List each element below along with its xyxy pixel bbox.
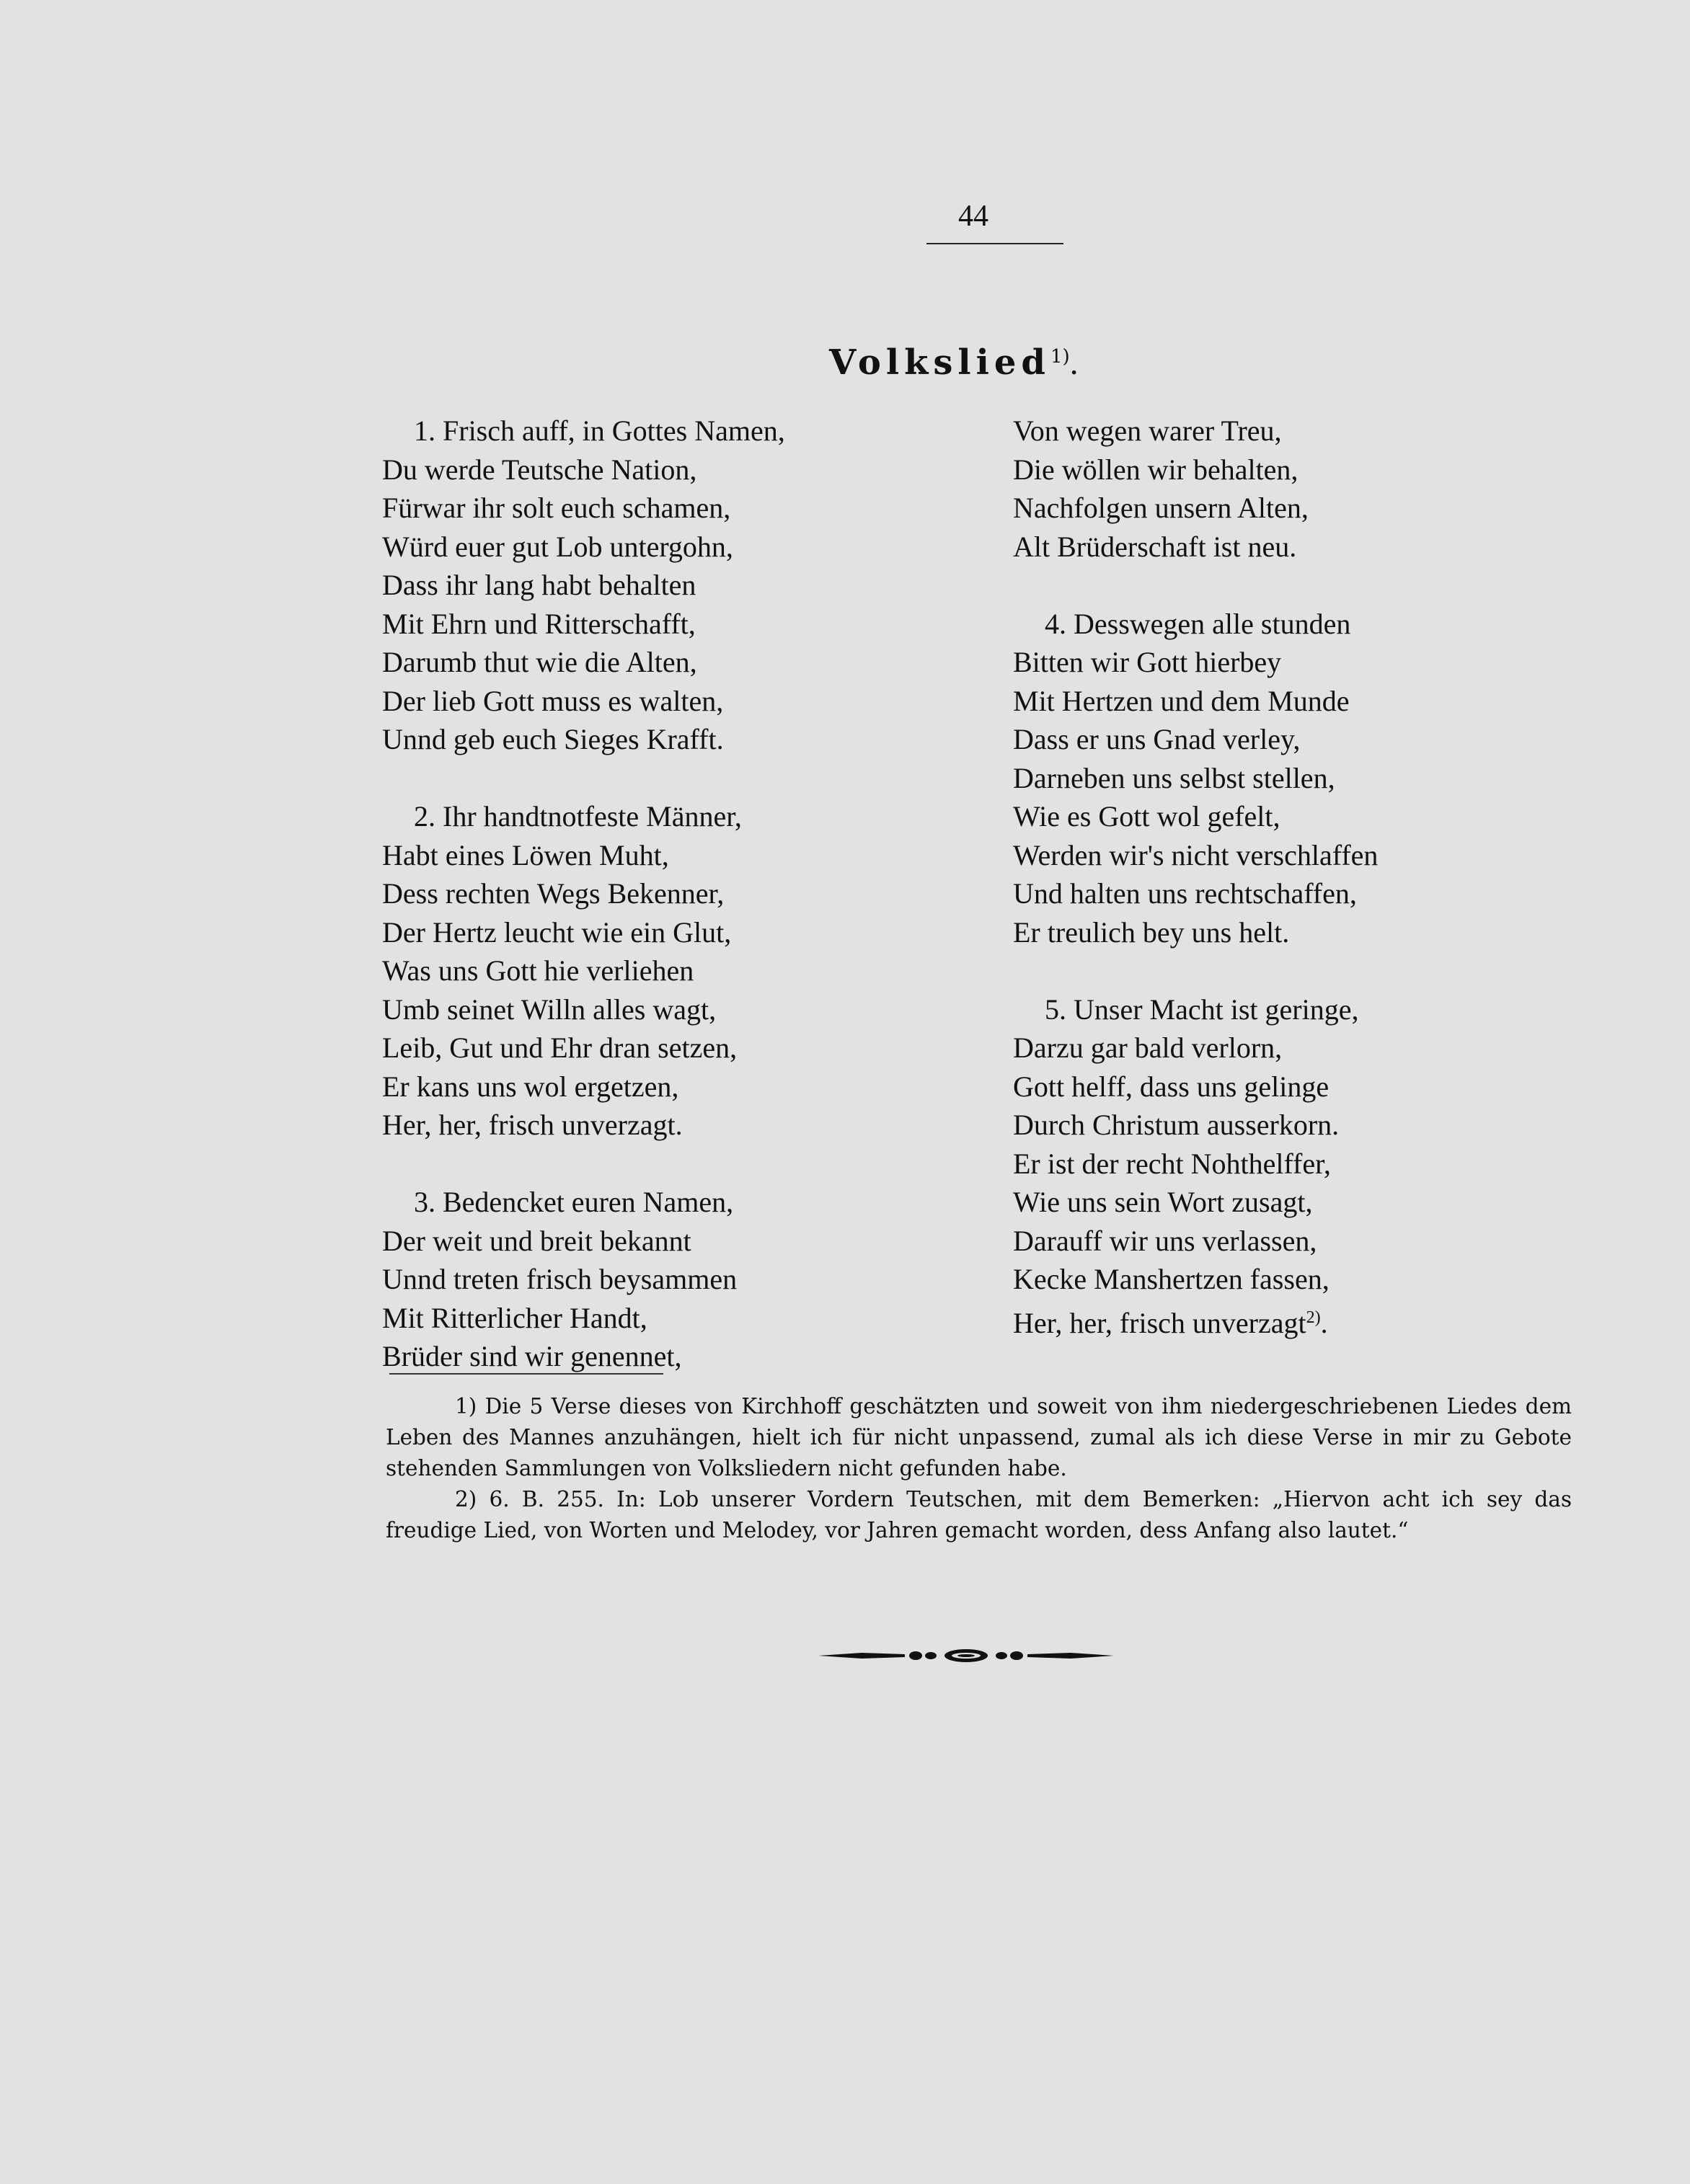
verse-line: Darneben uns selbst stellen, [1013, 761, 1335, 794]
verse-line: Der weit und breit bekannt [382, 1224, 691, 1257]
verse-line: Die wöllen wir behalten, [1013, 453, 1299, 486]
final-line-suffix: . [1320, 1306, 1328, 1339]
footnote-rule [389, 1373, 663, 1375]
verse-line: 1. Frisch auff, in Gottes Namen, [414, 414, 785, 447]
footnote-1-text: 1) Die 5 Verse dieses von Kirchhoff geschätzten und soweit von ihm niedergeschriebenen Liedes dem Leben des Mannes anzuhängen, hielt ich für nicht unpassend, zumal als ich diese Verse in mir zu Gebote stehenden Sammlungen von Volksliedern nicht gefunden habe. [386, 1394, 1572, 1481]
title-suffix: . [1069, 344, 1079, 382]
verse-line: Darauff wir uns verlassen, [1013, 1224, 1317, 1257]
page-number: 44 [958, 200, 988, 233]
verse-line: Nachfolgen unsern Alten, [1013, 492, 1309, 524]
title-text: Volkslied [829, 342, 1050, 383]
verse-line: Mit Hertzen und dem Munde [1013, 684, 1350, 717]
footnotes [386, 1391, 1572, 1546]
stanza-gap [382, 1145, 785, 1184]
verse-line: Und halten uns rechtschaffen, [1013, 877, 1357, 910]
header-rule [926, 243, 1063, 244]
verse-line: Leib, Gut und Ehr dran setzen, [382, 1031, 738, 1064]
stanza-gap [382, 759, 785, 798]
verse-line-final [1013, 1299, 1378, 1338]
verse-line: Her, her, frisch unverzagt. [382, 1109, 683, 1141]
footnote-2 [386, 1484, 1572, 1546]
verse-line: Wie es Gott wol gefelt, [1013, 800, 1280, 833]
verse-line: Kecke Manshertzen fassen, [1013, 1263, 1330, 1295]
verse-line: 3. Bedencket euren Namen, [414, 1186, 734, 1218]
verse-line: Er ist der recht Nohthelffer, [1013, 1147, 1331, 1180]
verse-line: Dass ihr lang habt behalten [382, 569, 696, 601]
verse-line: 4. Desswegen alle stunden [1045, 607, 1351, 640]
verse-line: Dess rechten Wegs Bekenner, [382, 877, 725, 910]
stanza-gap [1013, 951, 1378, 990]
verse-line: Werden wir's nicht verschlaffen [1013, 838, 1379, 871]
stanza-gap [1013, 566, 1378, 605]
verse-line: Alt Brüderschaft ist neu. [1013, 530, 1297, 563]
verse-line: Bitten wir Gott hierbey [1013, 646, 1282, 678]
verse-line: Unnd geb euch Sieges Krafft. [382, 723, 724, 755]
title-footnote-marker: 1) [1050, 346, 1070, 368]
verse-line: Er treulich bey uns helt. [1013, 915, 1290, 949]
verse-line: Fürwar ihr solt euch schamen, [382, 492, 731, 524]
verse-line: Der lieb Gott muss es walten, [382, 684, 724, 717]
verse-line: 5. Unser Macht ist geringe, [1045, 993, 1359, 1026]
verse-line: Dass er uns Gnad verley, [1013, 723, 1301, 755]
ornament-divider [818, 1646, 1114, 1665]
verse-line: Was uns Gott hie verliehen [382, 954, 694, 987]
footnote-1 [386, 1391, 1572, 1484]
verse-line: Darumb thut wie die Alten, [382, 646, 697, 678]
verse-line: 2. Ihr handtnotfeste Männer, [414, 800, 742, 833]
verse-line: Brüder sind wir genennet, [382, 1340, 682, 1372]
poem-right-column [1013, 412, 1378, 1337]
footnote-marker-2: 2) [1306, 1308, 1321, 1327]
verse-line: Habt eines Löwen Muht, [382, 838, 669, 871]
verse-line: Unnd treten frisch beysammen [382, 1263, 738, 1295]
verse-line: Mit Ritterlicher Handt, [382, 1301, 647, 1334]
verse-line: Er kans uns wol ergetzen, [382, 1070, 679, 1103]
verse-line: Gott helff, dass uns gelinge [1013, 1070, 1330, 1103]
verse-line: Du werde Teutsche Nation, [382, 453, 697, 486]
verse-line: Durch Christum ausserkorn. [1013, 1109, 1340, 1141]
verse-line: Mit Ehrn und Ritterschafft, [382, 607, 696, 640]
page-title [829, 335, 1079, 385]
verse-line: Umb seinet Willn alles wagt, [382, 993, 717, 1026]
footnote-2-text: 2) 6. B. 255. In: Lob unserer Vordern Teutschen, mit dem Bemerken: „Hiervon acht ich sey das freudige Lied, von Worten und Melodey, vor Jahren gemacht worden, dess Anfang also lautet.“ [386, 1487, 1572, 1542]
verse-line: Darzu gar bald verlorn, [1013, 1031, 1283, 1064]
verse-line: Von wegen warer Treu, [1013, 414, 1282, 447]
poem-left-column [382, 412, 785, 1376]
verse-line: Wie uns sein Wort zusagt, [1013, 1186, 1313, 1218]
verse-line: Der Hertz leucht wie ein Glut, [382, 915, 732, 949]
verse-line: Würd euer gut Lob untergohn, [382, 530, 733, 563]
final-line-text: Her, her, frisch unverzagt [1013, 1306, 1306, 1339]
